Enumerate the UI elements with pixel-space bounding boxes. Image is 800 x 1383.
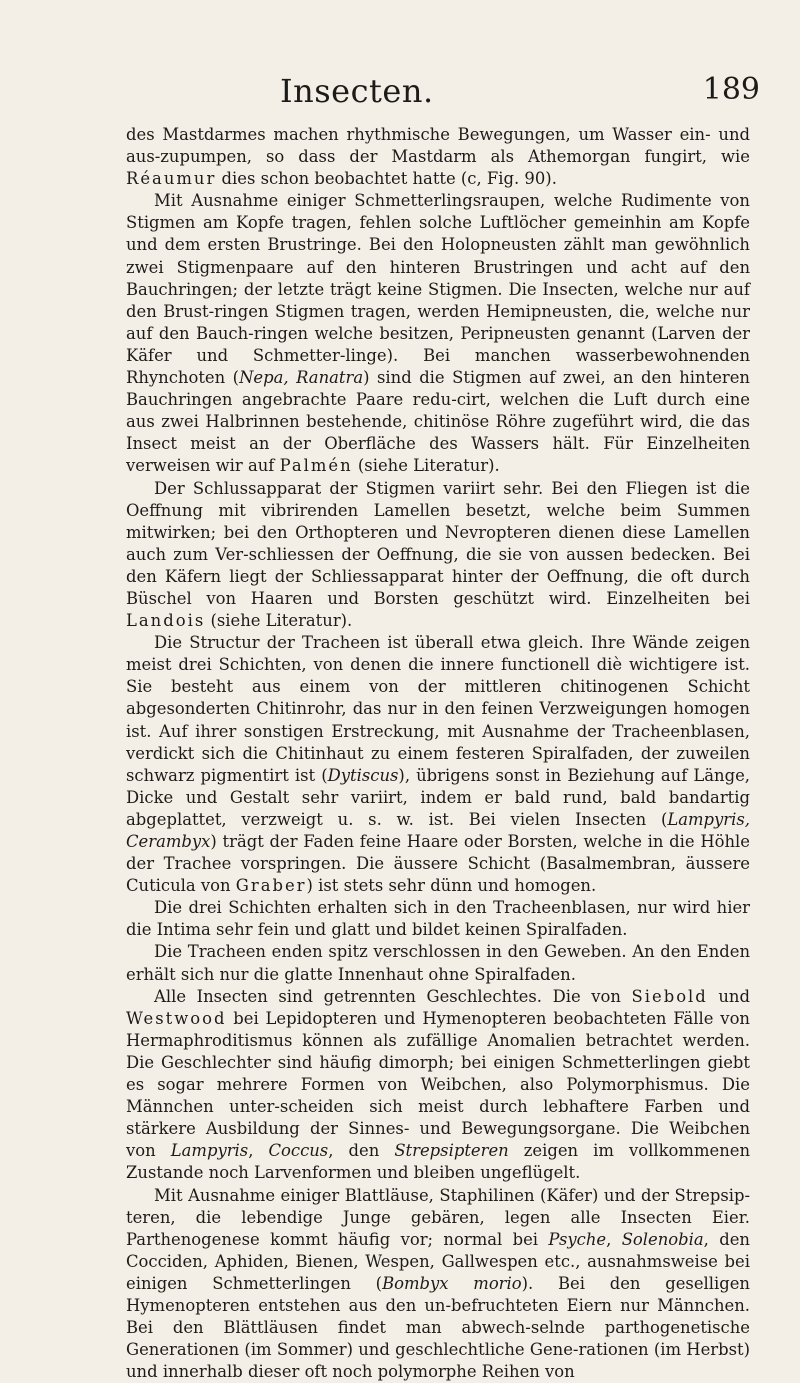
paragraph xyxy=(126,190,750,477)
text-run: , xyxy=(248,1141,268,1160)
text-run: bei Lepidopteren und Hymenopteren beobachteten Fälle von Hermaphroditismus können als zufällige Anomalien betrachtet werden. Die Geschlechter sind häufig dimorph; bei einigen Schmetterlingen giebt es sogar mehrere Formen von Weibchen, also Polymorphismus. Die Männchen unter-scheiden sich meist durch lebhaftere Farben und stärkere Ausbildung der Sinnes- und Bewegungsorgane. Die Weibchen von xyxy=(126,1009,750,1161)
text-run: und xyxy=(708,987,750,1006)
text-run: ), übrigens sonst in Beziehung auf Länge, Dicke und Gestalt sehr variirt, indem er bald rund, bald bandartig abgeplattet, verzweigt u. s. w. ist. Bei vielen Insecten ( xyxy=(126,766,750,829)
italic-term: Strepsipteren xyxy=(394,1141,508,1160)
italic-term: Dytiscus xyxy=(328,766,399,785)
paragraph xyxy=(126,941,750,985)
text-run: , den xyxy=(328,1141,394,1160)
text-run: Mit Ausnahme einiger Blattläuse, Staphilinen (Käfer) und der Strepsip-teren, die lebendige Junge gebären, legen alle Insecten Eier. Parthenogenese kommt häufig vor; normal bei xyxy=(126,1186,750,1249)
text-run: ). Bei den geselligen Hymenopteren entstehen aus den un-befruchteten Eiern nur Männchen. Bei den Blättläusen findet man abwech-selnde parthogenetische Generationen (im Sommer) und geschlechtliche Gene-rationen (im Herbst) und innerhalb dieser oft noch polymorphe Reihen von xyxy=(126,1274,750,1381)
text-run: zeigen im vollkommenen Zustande noch Larvenformen und bleiben ungeflügelt. xyxy=(126,1141,750,1182)
text-run: dies schon beobachtet hatte (c, Fig. 90). xyxy=(216,169,557,188)
paragraph xyxy=(126,478,750,633)
text-run: Der Schlussapparat der Stigmen variirt sehr. Bei den Fliegen ist die Oeffnung mit vibrirenden Lamellen besetzt, welche beim Summen mitwirken; bei den Orthopteren und Nevropteren dienen diese Lamellen auch zum Ver-schliessen der Oeffnung, die sie von aussen bedecken. Bei den Käfern liegt der Schliessapparat hinter der Oeffnung, die oft durch Büschel von Haaren und Borsten geschützt wird. Einzelheiten bei xyxy=(126,479,750,608)
paragraph xyxy=(126,986,750,1185)
page-number: 189 xyxy=(703,72,760,107)
running-title: Insecten. xyxy=(280,72,434,110)
paragraph xyxy=(126,632,750,897)
text-run: Mit Ausnahme einiger Schmetterlingsraupen, welche Rudimente von Stigmen am Kopfe tragen, fehlen solche Luftlöcher gemeinhin am Kopfe und dem ersten Brustringe. Bei den Holopneusten zählt man gewöhnlich zwei Stigmenpaare auf den hinteren Brustringen und acht auf den Bauchringen; der letzte trägt keine Stigmen. Die Insecten, welche nur auf den Brust-ringen Stigmen tragen, werden Hemipneusten, die, welche nur auf den Bauch-ringen welche besitzen, Peripneusten genannt (Larven der Käfer und Schmetter-linge). Bei manchen wasserbewohnenden Rhynchoten ( xyxy=(126,191,750,387)
author-name: Graber xyxy=(236,876,307,895)
italic-term: Lampyris, Cerambyx xyxy=(126,810,750,851)
body-text xyxy=(126,124,750,1383)
author-name: Westwood xyxy=(126,1009,226,1028)
author-name: Réaumur xyxy=(126,169,216,188)
italic-term: Psyche xyxy=(548,1230,606,1249)
italic-term: Bombyx morio xyxy=(382,1274,522,1293)
text-run: (siehe Literatur). xyxy=(205,611,352,630)
text-run: Die drei Schichten erhalten sich in den Tracheenblasen, nur wird hier die Intima sehr fein und glatt und bildet keinen Spiralfaden. xyxy=(126,898,750,939)
italic-term: Lampyris xyxy=(171,1141,248,1160)
author-name: Palmén xyxy=(280,456,353,475)
paragraph xyxy=(126,1185,750,1383)
paragraph xyxy=(126,897,750,941)
text-run: des Mastdarmes machen rhythmische Bewegungen, um Wasser ein- und aus-zupumpen, so dass der Mastdarm als Athemorgan fungirt, wie xyxy=(126,125,750,166)
text-run: ) ist stets sehr dünn und homogen. xyxy=(307,876,597,895)
author-name: Siebold xyxy=(632,987,708,1006)
paragraph xyxy=(126,124,750,190)
page-header xyxy=(120,72,760,112)
text-run: ) sind die Stigmen auf zwei, an den hinteren Bauchringen angebrachte Paare redu-cirt, welchen die Luft durch eine aus zwei Halbrinnen bestehende, chitinöse Röhre zugeführt wird, die das Insect meist an der Oberfläche des Wassers hält. Für Einzelheiten verweisen wir auf xyxy=(126,368,750,475)
text-run: , xyxy=(606,1230,622,1249)
italic-term: Nepa, Ranatra xyxy=(239,368,363,387)
italic-term: Solenobia xyxy=(622,1230,704,1249)
text-run: , den Cocciden, Aphiden, Bienen, Wespen, Gallwespen etc., ausnahmsweise bei einigen Schmetterlingen ( xyxy=(126,1230,750,1293)
text-run: Die Tracheen enden spitz verschlossen in den Geweben. An den Enden erhält sich nur die glatte Innenhaut ohne Spiralfaden. xyxy=(126,942,750,983)
text-run: Alle Insecten sind getrennten Geschlechtes. Die von xyxy=(154,987,632,1006)
author-name: Landois xyxy=(126,611,205,630)
text-run: Die Structur der Tracheen ist überall etwa gleich. Ihre Wände zeigen meist drei Schichten, von denen die innere functionell diè wichtigere ist. Sie besteht aus einem von der mittleren chitinogenen Schicht abgesonderten Chitinrohr, das nur in den feinen Verzweigungen homogen ist. Auf ihrer sonstigen Erstreckung, mit Ausnahme der Tracheenblasen, verdickt sich die Chitinhaut zu einem festeren Spiralfaden, der zuweilen schwarz pigmentirt ist ( xyxy=(126,633,750,785)
text-run: ) trägt der Faden feine Haare oder Borsten, welche in die Höhle der Trachee vorspringen. Die äussere Schicht (Basalmembran, äussere Cuticula von xyxy=(126,832,750,895)
text-run: (siehe Literatur). xyxy=(353,456,500,475)
italic-term: Coccus xyxy=(268,1141,328,1160)
